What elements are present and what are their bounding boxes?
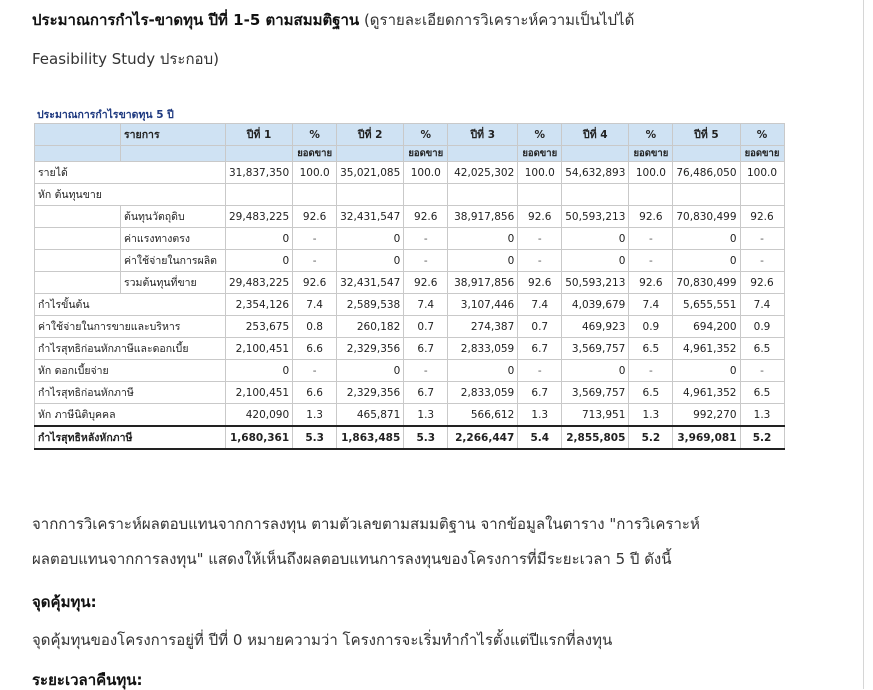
table-cell: รายได้ [35,162,226,184]
table-cell [35,206,121,228]
table-cell: - [740,250,784,272]
table-cell: 3,569,757 [562,382,629,404]
table-cell: 2,100,451 [226,338,293,360]
table-cell: 4,039,679 [562,294,629,316]
table-cell: 1.3 [404,404,448,427]
table-cell: กำไรสุทธิหลังหักภาษี [35,426,226,449]
table-cell: 92.6 [293,206,337,228]
table-cell: รวมต้นทุนที่ขาย [121,272,226,294]
table-cell: 3,569,757 [562,338,629,360]
table-cell: 6.7 [518,338,562,360]
table-cell: - [740,360,784,382]
table-cell: - [629,250,673,272]
table-cell: 100.0 [629,162,673,184]
table-cell: ค่าแรงทางตรง [121,228,226,250]
table-cell: 2,589,538 [337,294,404,316]
table-cell: 4,961,352 [673,338,740,360]
table-cell: 50,593,213 [562,272,629,294]
table-cell: - [293,228,337,250]
table-cell [629,184,673,206]
table-cell: 1.3 [740,404,784,427]
breakeven-text: จุดคุ้มทุนของโครงการอยู่ที่ ปีที่ 0 หมายความว่า โครงการจะเริ่มทำกำไรตั้งแต่ปีแรกที่ลงทุน [32,631,613,649]
table-cell: 92.6 [740,206,784,228]
table-cell: 4,961,352 [673,382,740,404]
table-cell: 0 [337,250,404,272]
table-cell: 0.8 [293,316,337,338]
table-cell: หัก ภาษีนิติบุคคล [35,404,226,427]
table-cell: 465,871 [337,404,404,427]
table-cell: กำไรสุทธิก่อนหักภาษีและดอกเบี้ย [35,338,226,360]
table-cell: 6.6 [293,382,337,404]
heading-note: (ดูรายละเอียดการวิเคราะห์ความเป็นไปได้ [359,11,635,29]
col-y5: ปีที่ 5 [673,124,740,146]
table-cell: 7.4 [404,294,448,316]
table-row [35,404,785,427]
table-cell: 713,951 [562,404,629,427]
table-cell: 70,830,499 [673,272,740,294]
table-cell: 76,486,050 [673,162,740,184]
table-row [35,228,785,250]
section-heading [32,10,634,30]
table-cell: 92.6 [404,206,448,228]
table-cell: 35,021,085 [337,162,404,184]
table-cell [740,184,784,206]
table-cell: 2,329,356 [337,382,404,404]
table-cell [35,228,121,250]
table-cell: 2,100,451 [226,382,293,404]
col-pct: % [740,124,784,146]
table-row [35,294,785,316]
col-y2: ปีที่ 2 [337,124,404,146]
col-pct-sub: ยอดขาย [518,146,562,162]
table-cell: 7.4 [629,294,673,316]
table-cell: 100.0 [518,162,562,184]
table-cell: กำไรสุทธิก่อนหักภาษี [35,382,226,404]
table-cell: 0.7 [518,316,562,338]
payback-heading: ระยะเวลาคืนทุน: [32,671,143,689]
col-pct-sub: ยอดขาย [629,146,673,162]
table-cell: 6.5 [740,382,784,404]
table-cell [404,184,448,206]
table-cell: 6.5 [629,382,673,404]
table-cell: 29,483,225 [226,272,293,294]
table-cell: 100.0 [404,162,448,184]
table-cell: - [404,228,448,250]
table-cell: 0 [226,250,293,272]
table-cell: 0 [673,360,740,382]
table-cell: 469,923 [562,316,629,338]
table-cell: 7.4 [740,294,784,316]
col-pct: % [629,124,673,146]
table-cell: 260,182 [337,316,404,338]
table-cell: 7.4 [518,294,562,316]
table-cell: 3,107,446 [448,294,518,316]
table-row [35,338,785,360]
table-cell: 38,917,856 [448,272,518,294]
table-cell: 29,483,225 [226,206,293,228]
table-cell [518,184,562,206]
table-cell [562,184,629,206]
breakeven-heading: จุดคุ้มทุน: [32,593,97,611]
table-cell [673,184,740,206]
table-cell: กำไรขั้นต้น [35,294,226,316]
table-cell: 420,090 [226,404,293,427]
table-cell [226,184,293,206]
table-cell: 0 [226,360,293,382]
heading-title: ประมาณการกำไร-ขาดทุน ปีที่ 1-5 ตามสมมติฐาน [32,11,360,29]
table-cell: 0 [337,360,404,382]
table-cell: 274,387 [448,316,518,338]
table-cell: ค่าใช้จ่ายในการขายและบริหาร [35,316,226,338]
table-cell: - [740,228,784,250]
table-cell: 2,833,059 [448,338,518,360]
col-pct-sub: ยอดขาย [404,146,448,162]
income-statement-table [34,123,785,450]
table-cell: 5.3 [293,426,337,449]
table-cell: 3,969,081 [673,426,740,449]
table-row [35,162,785,184]
table-cell: - [629,360,673,382]
table-cell: 0.9 [629,316,673,338]
table-cell: 0 [562,250,629,272]
table-cell: 566,612 [448,404,518,427]
table-cell: 92.6 [740,272,784,294]
col-pct: % [518,124,562,146]
col-y4: ปีที่ 4 [562,124,629,146]
table-cell: 1,863,485 [337,426,404,449]
table-cell: - [518,250,562,272]
table-row [35,272,785,294]
table-cell: 2,833,059 [448,382,518,404]
table-cell: 6.5 [629,338,673,360]
table-row [35,316,785,338]
table-cell: 5.2 [629,426,673,449]
table-cell: 92.6 [518,272,562,294]
table-cell: 6.7 [404,382,448,404]
table-cell: 0 [337,228,404,250]
table-cell: 42,025,302 [448,162,518,184]
table-cell [337,184,404,206]
table-cell: 0 [448,360,518,382]
table-cell: 0.9 [740,316,784,338]
table-cell: - [518,228,562,250]
table-cell [35,272,121,294]
table-cell: - [293,360,337,382]
body-paragraph-2: ผลตอบแทนจากการลงทุน" แสดงให้เห็นถึงผลตอบแทนการลงทุนของโครงการที่มีระยะเวลา 5 ปี ดังนี้ [32,550,672,568]
table-cell: 92.6 [629,272,673,294]
table-cell: 0 [448,250,518,272]
table-cell: 2,855,805 [562,426,629,449]
table-cell: 5.4 [518,426,562,449]
table-cell: 100.0 [740,162,784,184]
table-cell: 92.6 [404,272,448,294]
table-cell: 253,675 [226,316,293,338]
table-cell: 0 [562,228,629,250]
table-cell: 0.7 [404,316,448,338]
table-cell: 2,266,447 [448,426,518,449]
table-cell: หัก ต้นทุนขาย [35,184,226,206]
table-cell: 92.6 [293,272,337,294]
table-cell: ต้นทุนวัตถุดิบ [121,206,226,228]
table-row [35,426,785,449]
table-cell [448,184,518,206]
table-cell: 6.6 [293,338,337,360]
table-cell: 92.6 [518,206,562,228]
table-cell: - [404,360,448,382]
table-cell: 1.3 [629,404,673,427]
table-cell: - [629,228,673,250]
table-cell: 5,655,551 [673,294,740,316]
table-cell: 6.5 [740,338,784,360]
right-border [863,0,864,689]
col-item: รายการ [121,124,226,146]
table-cell: 0 [562,360,629,382]
table-subheader-row [35,146,785,162]
table-cell: 38,917,856 [448,206,518,228]
col-pct-sub: ยอดขาย [293,146,337,162]
table-row [35,206,785,228]
table-cell: 54,632,893 [562,162,629,184]
table-cell: - [293,250,337,272]
table-row [35,184,785,206]
col-pct: % [293,124,337,146]
body-paragraph-1: จากการวิเคราะห์ผลตอบแทนจากการลงทุน ตามตัวเลขตามสมมติฐาน จากข้อมูลในตาราง "การวิเคราะห์ [32,515,700,533]
table-cell: 1.3 [518,404,562,427]
table-cell: 5.3 [404,426,448,449]
table-cell: หัก ดอกเบี้ยจ่าย [35,360,226,382]
table-cell: - [518,360,562,382]
table-cell: 32,431,547 [337,206,404,228]
table-row [35,382,785,404]
table-cell: ค่าใช้จ่ายในการผลิต [121,250,226,272]
table-cell: 31,837,350 [226,162,293,184]
col-y1: ปีที่ 1 [226,124,293,146]
table-cell: 32,431,547 [337,272,404,294]
table-cell: 0 [448,228,518,250]
table-cell: 2,329,356 [337,338,404,360]
table-cell: 50,593,213 [562,206,629,228]
table-cell: 1,680,361 [226,426,293,449]
table-header-row [35,124,785,146]
table-cell: - [404,250,448,272]
table-cell: 2,354,126 [226,294,293,316]
table-cell: 7.4 [293,294,337,316]
col-pct-sub: ยอดขาย [740,146,784,162]
table-row [35,250,785,272]
table-cell: 5.2 [740,426,784,449]
table-cell: 70,830,499 [673,206,740,228]
col-y3: ปีที่ 3 [448,124,518,146]
table-cell: 694,200 [673,316,740,338]
heading-note-cont: Feasibility Study ประกอบ) [32,50,219,68]
table-cell: 100.0 [293,162,337,184]
table-row [35,360,785,382]
col-pct: % [404,124,448,146]
spreadsheet-image [34,91,810,491]
table-cell: 6.7 [518,382,562,404]
table-cell: 6.7 [404,338,448,360]
sheet-title: ประมาณการกำไรขาดทุน 5 ปี [37,109,174,121]
table-cell: 0 [673,228,740,250]
table-cell [293,184,337,206]
table-cell: 992,270 [673,404,740,427]
table-cell [35,250,121,272]
table-cell: 92.6 [629,206,673,228]
table-cell: 1.3 [293,404,337,427]
table-cell: 0 [226,228,293,250]
table-cell: 0 [673,250,740,272]
